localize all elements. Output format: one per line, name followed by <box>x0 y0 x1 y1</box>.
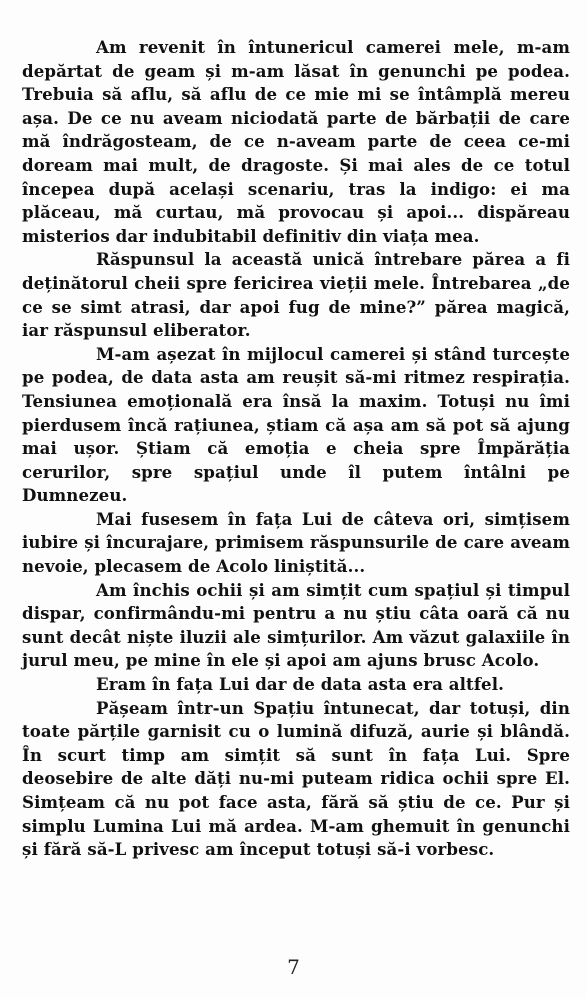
paragraph: Eram în fața Lui dar de data asta era altfel. <box>96 674 504 695</box>
paragraph: M-am așezat în mijlocul camerei și stând turcește pe podea, de data asta am reușit să-mi ritmez respirația. Tensiunea emoțională era însă la maxim. Totuși nu îmi pierdusem încă rațiunea, știam că așa am să pot să ajung mai ușor. Știam că emoția e cheia spre Împărăția cerurilor, spre spațiul unde îl putem întâlni pe Dumnezeu. <box>22 343 570 506</box>
paragraph: Am revenit în întunericul camerei mele, m-am depărtat de geam și m-am lăsat în genunchi pe podea. Trebuia să aflu, să aflu de ce mie mi se întâmplă mereu așa. De ce nu aveam niciodată parte de bărbații de care mă îndrăgosteam, de ce n-aveam parte de ceea ce-mi doream mai mult, de dragoste. Și mai ales de ce totul începea după același scenariu, tras la indigo: ei ma plăceau, mă curtau, mă provocau și apoi... dispăreau misterios dar indubitabil definitiv din viața mea. <box>22 37 570 246</box>
page-number: 7 <box>287 955 300 979</box>
paragraph: Mai fusesem în fața Lui de câteva ori, simțisem iubire și încurajare, primisem răspunsurile de care aveam nevoie, plecasem de Acolo liniștită... <box>22 508 570 577</box>
paragraph: Pășeam într-un Spațiu întunecat, dar totuși, din toate părțile garnisit cu o lumină difuză, aurie și blândă. În scurt timp am simțit să sunt în fața Lui. Spre deosebire de alte dăți nu-mi puteam ridica ochii spre El. Simțeam că nu pot face asta, fără să știu de ce. Pur și simplu Lumina Lui mă ardea. M-am ghemuit în genunchi și fără să-L privesc am început totuși să-i vorbesc. <box>22 697 570 860</box>
paragraph: Răspunsul la această unică întrebare părea a fi deținătorul cheii spre fericirea vieții mele. Întrebarea „de ce se simt atrasi, dar apoi fug de mine?” părea magică, iar răspunsul eliberator. <box>22 249 570 341</box>
paragraph: Am închis ochii și am simțit cum spațiul și timpul dispar, confirmându-mi pentru a nu știu câta oară că nu sunt decât niște iluzii ale simțurilor. Am văzut galaxiile în jurul meu, pe mine în ele și apoi am ajuns brusc Acolo. <box>22 579 570 671</box>
body-text <box>22 36 570 862</box>
